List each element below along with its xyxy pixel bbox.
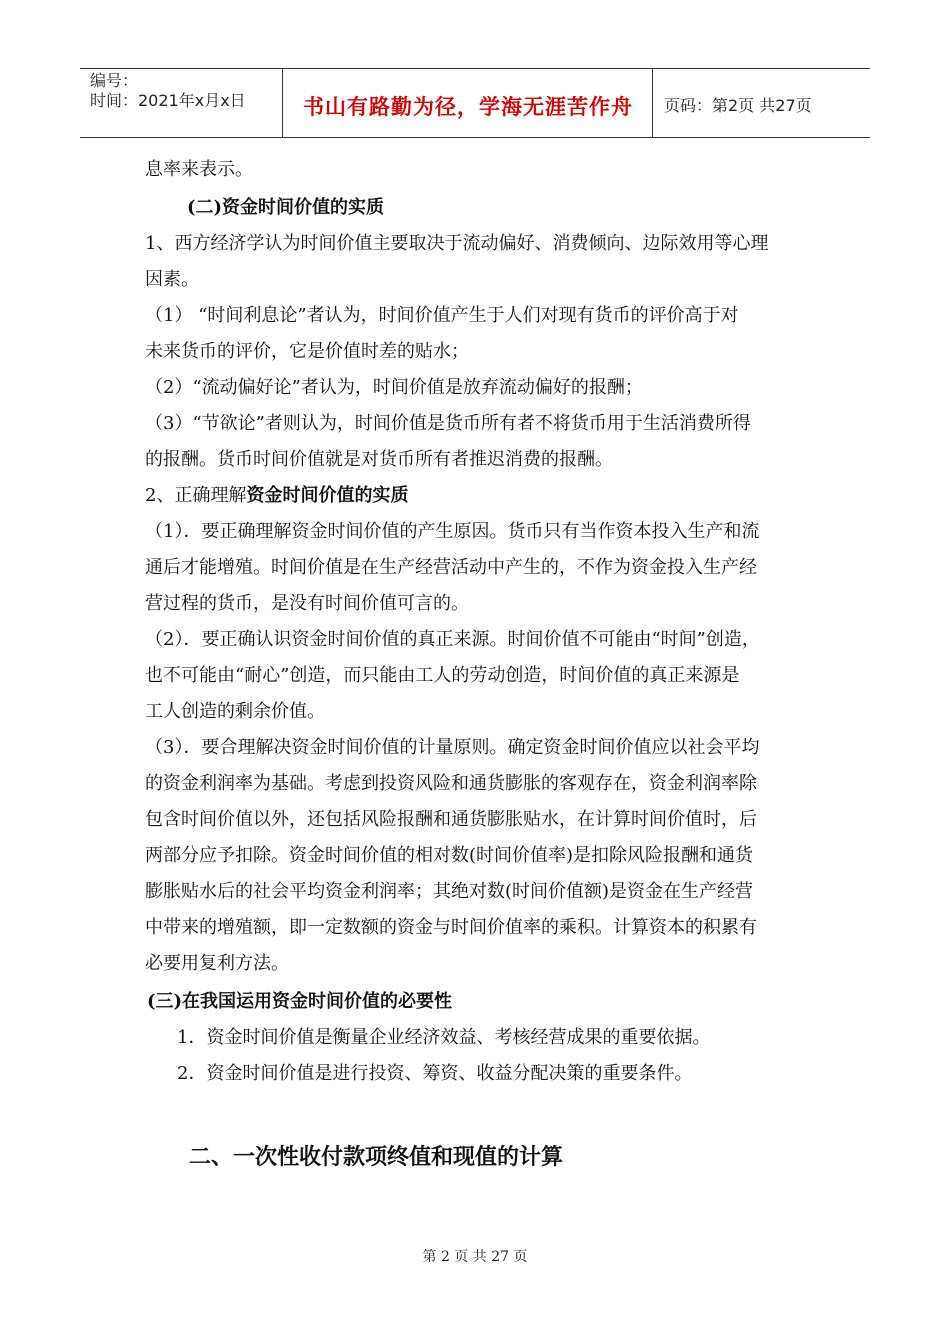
body-line: 工人创造的剩余价值。 [145,701,325,722]
body-line [145,484,408,508]
body-line-emphasis: 资金时间价值的实质 [246,485,409,506]
list-item: 1．资金时间价值是衡量企业经济效益、考核经营成果的重要依据。 [177,1027,711,1048]
header-motto-cell [284,69,653,137]
body-line: 1、西方经济学认为时间价值主要取决于流动偏好、消费倾向、边际效用等心理 [145,233,769,254]
section-heading: (二)资金时间价值的实质 [187,197,385,218]
body-line-prefix: 2、正确理解 [145,485,247,506]
body-line: 息率来表示。 [145,159,253,180]
body-line: （1） “时间利息论”者认为，时间价值产生于人们对现有货币的评价高于对 [145,305,739,326]
body-line: 两部分应予扣除。资金时间价值的相对数(时间价值率)是扣除风险报酬和通货 [145,845,754,866]
page-footer: 第 2 页 共 27 页 [422,1249,528,1265]
body-line: 膨胀贴水后的社会平均资金利润率；其绝对数(时间价值额)是资金在生产经营 [145,881,754,902]
body-line: 中带来的增殖额，即一定数额的资金与时间价值率的乘积。计算资本的积累有 [145,917,757,938]
body-line: 也不可能由“耐心”创造，而只能由工人的劳动创造，时间价值的真正来源是 [145,665,740,686]
body-line: （3）“节欲论”者则认为，时间价值是货币所有者不将货币用于生活消费所得 [145,413,751,434]
document-date-label: 时间：2021年x月x日 [90,91,246,110]
body-line: 的资金利润率为基础。考虑到投资风险和通货膨胀的客观存在，资金利润率除 [145,773,757,794]
body-line: 的报酬。货币时间价值就是对货币所有者推迟消费的报酬。 [145,449,613,470]
body-line: （2）．要正确认识资金时间价值的真正来源。时间价值不可能由“时间”创造， [145,629,760,650]
header-page-cell [654,69,870,137]
document-number-label: 编号： [90,71,139,90]
page-header [80,68,870,138]
body-line: 必要用复利方法。 [145,953,289,974]
body-line: （3）．要合理解决资金时间价值的计量原则。确定资金时间价值应以社会平均 [145,737,760,758]
section-heading: (三)在我国运用资金时间价值的必要性 [147,991,453,1012]
body-line: 未来货币的评价，它是价值时差的贴水； [145,341,469,362]
body-line: 通后才能增殖。时间价值是在生产经营活动中产生的，不作为资金投入生产经 [145,557,757,578]
header-motto: 书山有路勤为径，学海无涯苦作舟 [303,95,633,119]
chapter-heading: 二、一次性收付款项终值和现值的计算 [189,1145,564,1170]
body-line: 因素。 [145,269,199,290]
header-left-cell [80,69,283,137]
list-item: 2．资金时间价值是进行投资、筹资、收益分配决策的重要条件。 [177,1063,693,1084]
header-page-code: 页码：第2页 共27页 [664,96,812,115]
body-line: （2）“流动偏好论”者认为，时间价值是放弃流动偏好的报酬； [145,377,643,398]
body-line: 包含时间价值以外，还包括风险报酬和通货膨胀贴水，在计算时间价值时，后 [145,809,757,830]
body-line: （1）．要正确理解资金时间价值的产生原因。货币只有当作资本投入生产和流 [145,521,760,542]
body-line: 营过程的货币，是没有时间价值可言的。 [145,593,469,614]
